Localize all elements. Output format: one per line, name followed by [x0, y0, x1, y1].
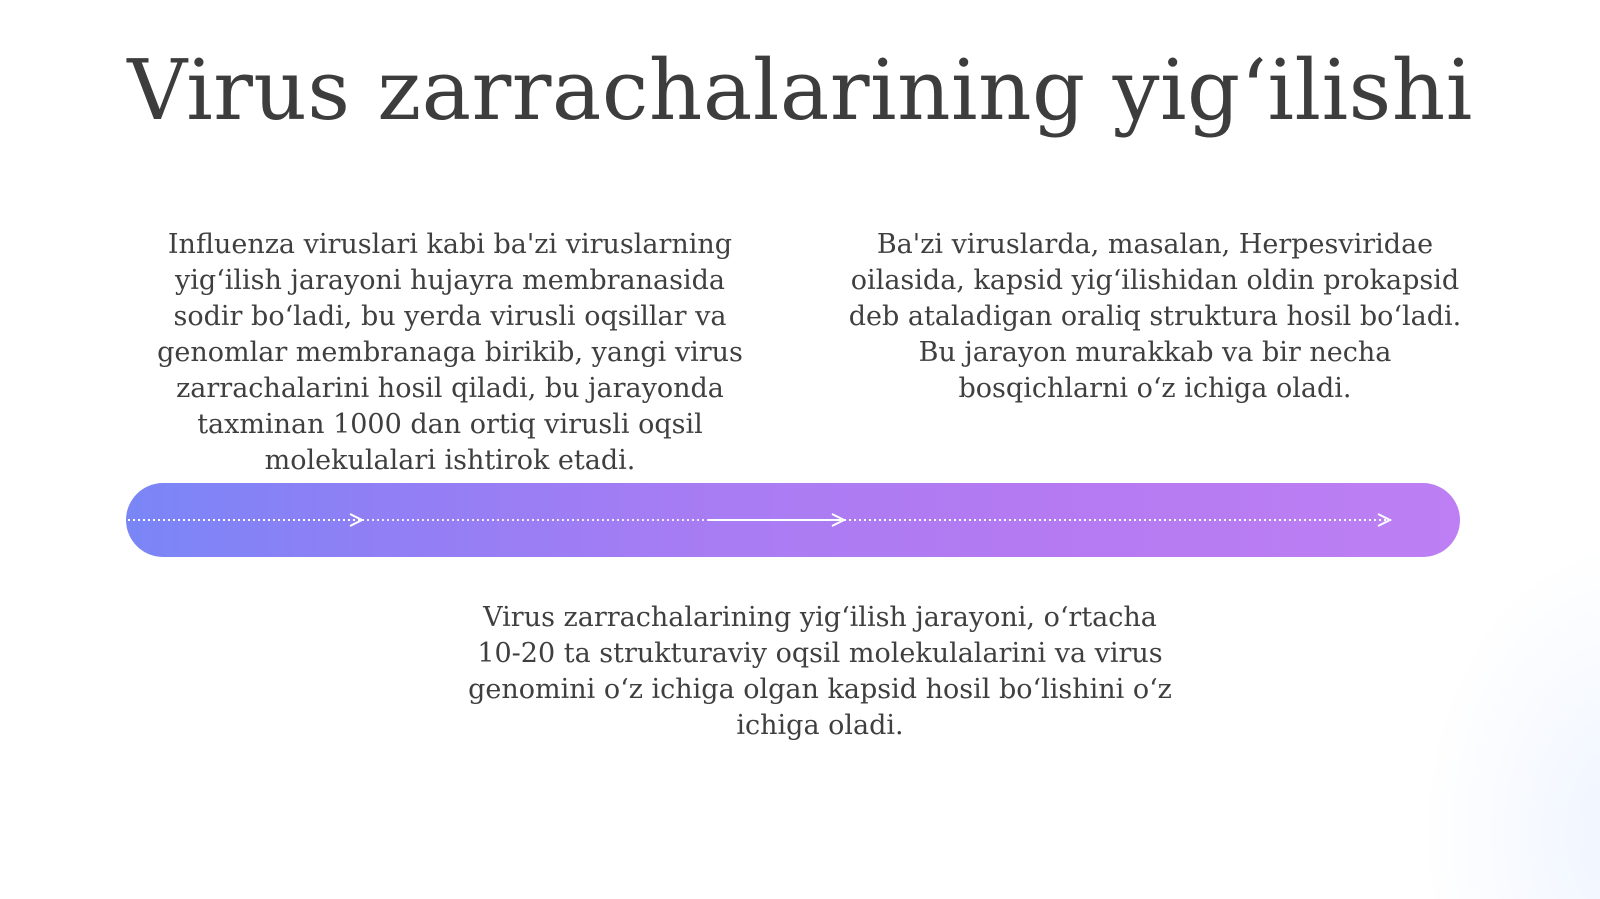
background-glow: [1420, 539, 1600, 899]
arrow-icon-1: [350, 514, 362, 526]
timeline-arrows: [126, 483, 1460, 557]
timeline-bar: [126, 483, 1460, 557]
bottom-text-block: Virus zarrachalarining yig‘ilish jarayoni, o‘rtacha 10-20 ta strukturaviy oqsil molekulalarini va virus genomini o‘z ichiga olgan kapsid hosil bo‘lishini o‘z ichiga oladi.: [468, 602, 1172, 741]
slide-title: Virus zarrachalarining yig‘ilishi: [127, 42, 1473, 139]
left-text-block: Influenza viruslari kabi ba'zi viruslarning yig‘ilish jarayoni hujayra membranasida sodir bo‘ladi, bu yerda virusli oqsillar va genomlar membranaga birikib, yangi virus zarrachalarini hosil qiladi, bu jarayonda taxminan 1000 dan ortiq virusli oqsil molekulalari ishtirok etadi.: [157, 229, 743, 476]
right-text-block: Ba'zi viruslarda, masalan, Herpesviridae oilasida, kapsid yig‘ilishidan oldin prokapsid deb ataladigan oraliq struktura hosil bo‘ladi. Bu jarayon murakkab va bir necha bosqichlarni o‘z ichiga oladi.: [848, 229, 1462, 404]
